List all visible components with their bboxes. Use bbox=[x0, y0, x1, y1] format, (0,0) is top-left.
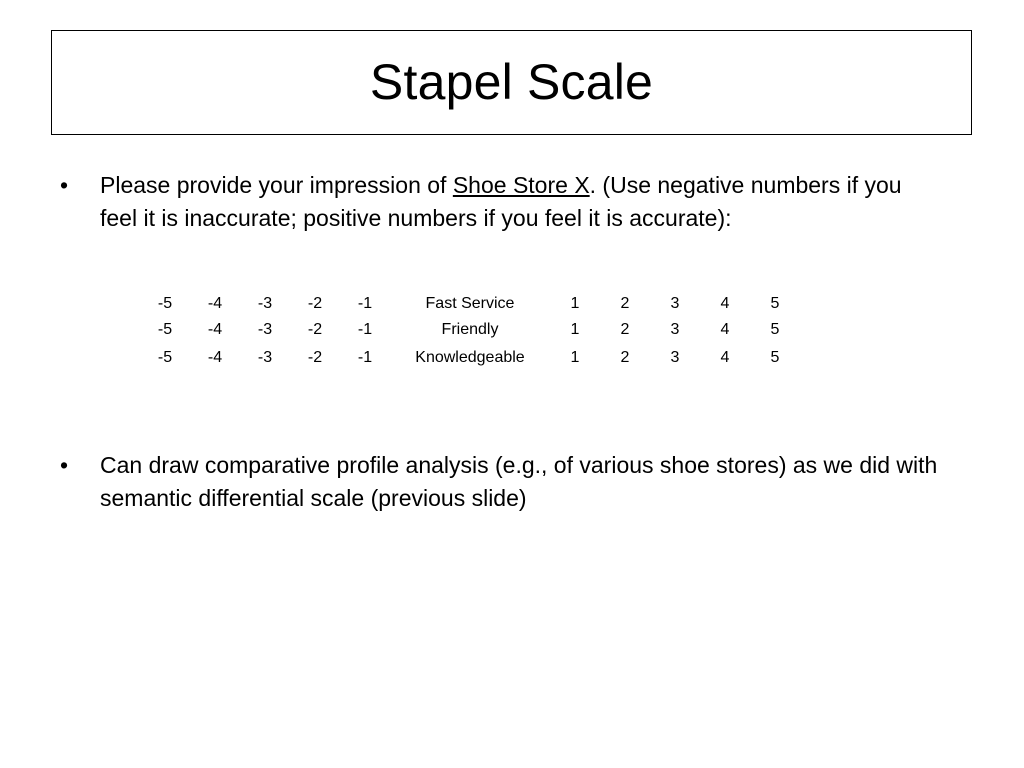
bullet-marker: • bbox=[60, 172, 69, 198]
bullet-item-impression bbox=[60, 169, 940, 235]
scale-value-positive[interactable]: 2 bbox=[620, 295, 630, 312]
scale-value-negative[interactable]: -4 bbox=[207, 295, 223, 312]
scale-value-negative[interactable]: -5 bbox=[157, 349, 173, 366]
stapel-scale-table bbox=[140, 291, 800, 373]
scale-value-negative[interactable]: -2 bbox=[307, 349, 323, 366]
slide-title: Stapel Scale bbox=[369, 53, 654, 110]
scale-attribute-label: Friendly bbox=[441, 321, 499, 338]
bullet-text-before: Please provide your impression of bbox=[100, 172, 453, 198]
bullet-marker: • bbox=[60, 452, 69, 478]
store-name: Shoe Store X bbox=[452, 172, 590, 198]
bullet-text bbox=[100, 169, 940, 235]
scale-attribute-label: Knowledgeable bbox=[415, 349, 525, 366]
scale-value-positive[interactable]: 5 bbox=[770, 349, 780, 366]
scale-value-positive[interactable]: 3 bbox=[670, 295, 680, 312]
scale-value-negative[interactable]: -2 bbox=[307, 321, 323, 338]
scale-value-negative[interactable]: -3 bbox=[257, 295, 273, 312]
scale-value-negative[interactable]: -1 bbox=[357, 349, 373, 366]
bullet-text-after: . (Use negative numbers if you feel it is inaccurate; positive numbers if you feel it is accurate): bbox=[100, 172, 902, 231]
scale-value-positive[interactable]: 4 bbox=[720, 321, 730, 338]
scale-value-negative[interactable]: -3 bbox=[257, 349, 273, 366]
scale-value-negative[interactable]: -4 bbox=[207, 349, 223, 366]
bullet-text: Can draw comparative profile analysis (e.g., of various shoe stores) as we did with semantic differential scale (previous slide) bbox=[100, 452, 938, 511]
scale-value-positive[interactable]: 4 bbox=[720, 295, 730, 312]
scale-value-negative[interactable]: -5 bbox=[157, 295, 173, 312]
title-box bbox=[51, 30, 972, 135]
bullet-item-comparative bbox=[60, 449, 940, 515]
scale-row bbox=[140, 317, 800, 343]
scale-value-positive[interactable]: 3 bbox=[670, 321, 680, 338]
scale-row bbox=[140, 291, 800, 317]
scale-value-negative[interactable]: -5 bbox=[157, 321, 173, 338]
scale-value-positive[interactable]: 5 bbox=[770, 295, 780, 312]
scale-value-positive[interactable]: 1 bbox=[570, 321, 580, 338]
scale-value-positive[interactable]: 2 bbox=[620, 349, 630, 366]
scale-value-positive[interactable]: 3 bbox=[670, 349, 680, 366]
scale-value-negative[interactable]: -4 bbox=[207, 321, 223, 338]
scale-value-positive[interactable]: 4 bbox=[720, 349, 730, 366]
scale-value-positive[interactable]: 2 bbox=[620, 321, 630, 338]
scale-value-negative[interactable]: -1 bbox=[357, 295, 373, 312]
scale-value-negative[interactable]: -1 bbox=[357, 321, 373, 338]
scale-value-positive[interactable]: 1 bbox=[570, 349, 580, 366]
scale-value-negative[interactable]: -3 bbox=[257, 321, 273, 338]
scale-value-negative[interactable]: -2 bbox=[307, 295, 323, 312]
scale-value-positive[interactable]: 1 bbox=[570, 295, 580, 312]
scale-row bbox=[140, 343, 800, 373]
scale-attribute-label: Fast Service bbox=[425, 295, 515, 312]
scale-value-positive[interactable]: 5 bbox=[770, 321, 780, 338]
